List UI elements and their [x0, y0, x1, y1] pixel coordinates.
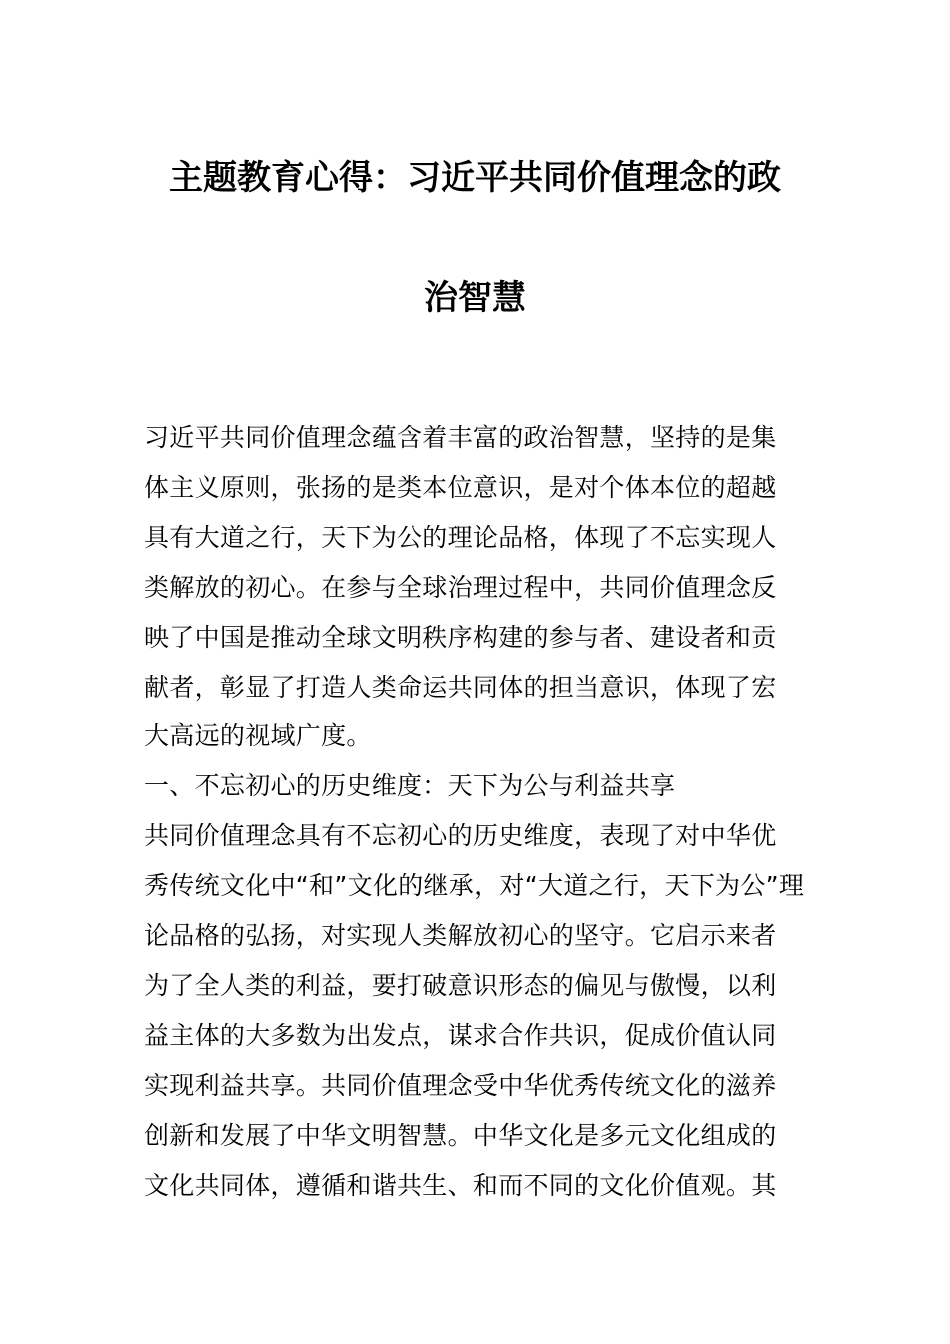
- body-line: 秀传统文化中“和”文化的继承，对“大道之行，天下为公”理: [144, 871, 805, 900]
- body-line: 类解放的初心。在参与全球治理过程中，共同价值理念反: [144, 573, 777, 602]
- body-line: 文化共同体，遵循和谐共生、和而不同的文化价值观。其: [144, 1171, 777, 1200]
- body-line: 献者，彰显了打造人类命运共同体的担当意识，体现了宏: [144, 673, 777, 702]
- body-line: 共同价值理念具有不忘初心的历史维度，表现了对中华优: [144, 821, 777, 850]
- body-line: 为了全人类的利益，要打破意识形态的偏见与傲慢，以利: [144, 971, 777, 1000]
- body-line: 益主体的大多数为出发点，谋求合作共识，促成价值认同: [144, 1021, 777, 1050]
- body-line: 论品格的弘扬，对实现人类解放初心的坚守。它启示来者: [144, 921, 777, 950]
- body-line: 创新和发展了中华文明智慧。中华文化是多元文化组成的: [144, 1121, 777, 1150]
- section-heading: 一、不忘初心的历史维度：天下为公与利益共享: [144, 771, 676, 800]
- body-line: 映了中国是推动全球文明秩序构建的参与者、建设者和贡: [144, 623, 777, 652]
- document-title-line-2: 治智慧: [424, 278, 526, 318]
- body-line: 习近平共同价值理念蕴含着丰富的政治智慧，坚持的是集: [144, 423, 777, 452]
- body-line: 体主义原则，张扬的是类本位意识，是对个体本位的超越: [144, 473, 777, 502]
- body-line: 具有大道之行，天下为公的理论品格，体现了不忘实现人: [144, 523, 777, 552]
- body-line: 实现利益共享。共同价值理念受中华优秀传统文化的滋养: [144, 1071, 777, 1100]
- document-title-line-1: 主题教育心得：习近平共同价值理念的政: [169, 158, 781, 198]
- body-line: 大高远的视域广度。: [144, 721, 372, 750]
